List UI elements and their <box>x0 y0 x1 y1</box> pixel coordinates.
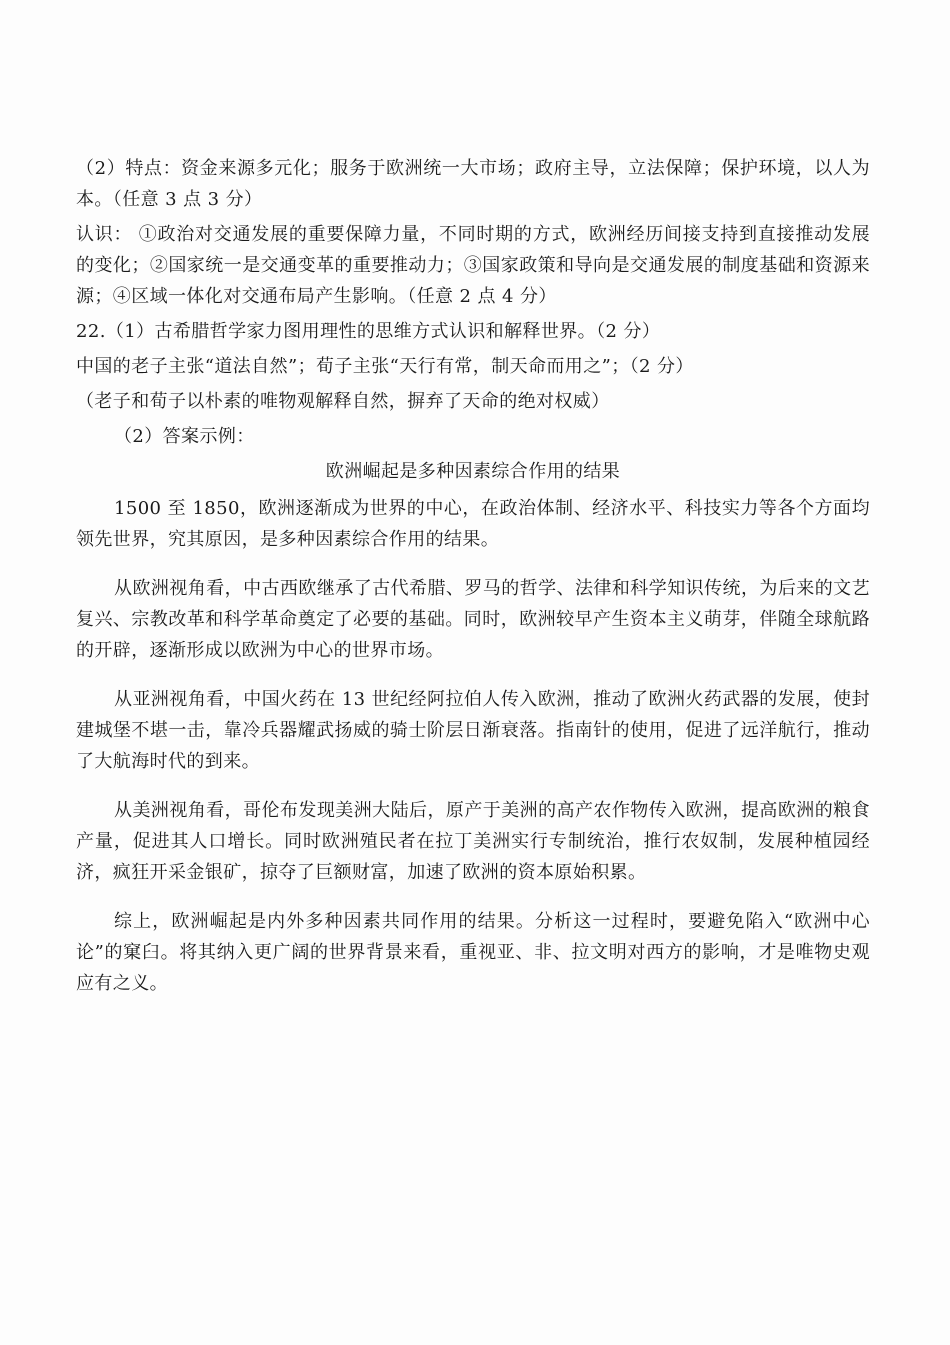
q22-part1-note: （老子和荀子以朴素的唯物观解释自然，摒弃了天命的绝对权威） <box>76 391 610 412</box>
q21-part2-features: （2）特点：资金来源多元化；服务于欧洲统一大市场；政府主导，立法保障；保护环境，以人为本。（任意 3 点 3 分） <box>76 158 870 210</box>
essay-paragraph: 综上，欧洲崛起是内外多种因素共同作用的结果。分析这一过程时，要避免陷入“欧洲中心论”的窠臼。将其纳入更广阔的世界背景来看，重视亚、非、拉文明对西方的影响，才是唯物史观应有之义。 <box>76 911 870 994</box>
essay-paragraph: 从欧洲视角看，中古西欧继承了古代希腊、罗马的哲学、法律和科学知识传统，为后来的文艺复兴、宗教改革和科学革命奠定了必要的基础。同时，欧洲较早产生资本主义萌芽，伴随全球航路的开辟，逐渐形成以欧洲为中心的世界市场。 <box>76 578 870 661</box>
essay-title: 欧洲崛起是多种因素综合作用的结果 <box>325 461 621 482</box>
q22-part1-china: 中国的老子主张“道法自然”；荀子主张“天行有常，制天命而用之”；（2 分） <box>76 356 694 377</box>
q22-part2-label: （2）答案示例： <box>114 426 255 447</box>
q21-understanding: 认识： ①政治对交通发展的重要保障力量，不同时期的方式，欧洲经历间接支持到直接推动发展的变化；②国家统一是交通变革的重要推动力；③国家政策和导向是交通发展的制度基础和资源来源；④区域一体化对交通布局产生影响。（任意 2 点 4 分） <box>76 224 870 307</box>
q22-part1-greece: 22.（1）古希腊哲学家力图用理性的思维方式认识和解释世界。（2 分） <box>76 321 661 342</box>
essay-paragraph: 1500 至 1850，欧洲逐渐成为世界的中心，在政治体制、经济水平、科技实力等各个方面均领先世界，究其原因，是多种因素综合作用的结果。 <box>76 498 870 550</box>
answer-content <box>76 153 870 1017</box>
essay-paragraph: 从美洲视角看，哥伦布发现美洲大陆后，原产于美洲的高产农作物传入欧洲，提高欧洲的粮食产量，促进其人口增长。同时欧洲殖民者在拉丁美洲实行专制统治，推行农奴制，发展种植园经济，疯狂开采金银矿，掠夺了巨额财富，加速了欧洲的资本原始积累。 <box>76 800 870 883</box>
essay-paragraph: 从亚洲视角看，中国火药在 13 世纪经阿拉伯人传入欧洲，推动了欧洲火药武器的发展，使封建城堡不堪一击，靠冷兵器耀武扬威的骑士阶层日渐衰落。指南针的使用，促进了远洋航行，推动了大航海时代的到来。 <box>76 689 870 772</box>
